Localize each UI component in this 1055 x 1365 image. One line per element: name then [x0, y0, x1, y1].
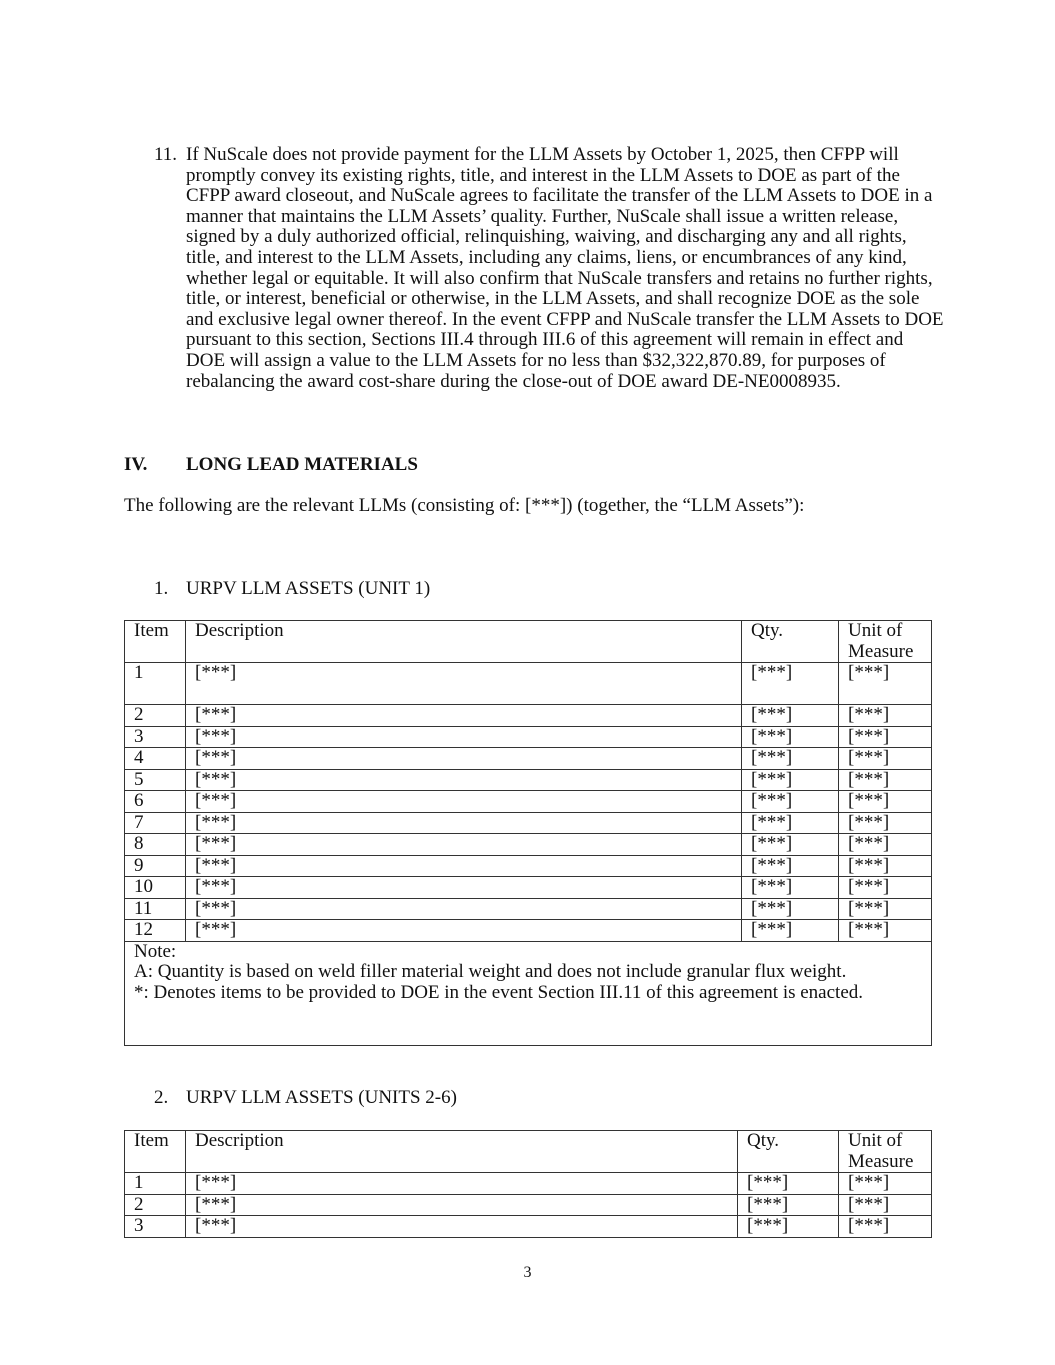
paragraph-text: If NuScale does not provide payment for the LLM Assets by October 1, 2025, then CFPP will promptly convey its existing rights, title, and interest in the LLM Assets to DOE as part of the CFPP award closeout, and NuScale agrees to facilitate the transfer of the LLM Assets to DOE in a manner that maintains the LLM Assets’ quality. Further, NuScale shall issue a written release, signed by a duly authorized official, relinquishing, waiving, and discharging any and all rights, title, and interest to the LLM Assets, including any claims, liens, or encumbrances of any kind, whether legal or equitable. It will also confirm that NuScale transfers and retains no further rights, title, or interest, beneficial or otherwise, in the LLM Assets, and shall recognize DOE as the sole and exclusive legal owner thereof. In the event CFPP and NuScale transfer the LLM Assets to DOE pursuant to this section, Sections III.4 through III.6 of this agreement will remain in effect and DOE will assign a value to the LLM Assets for no less than $32,322,870.89, for purposes of rebalancing the award cost-share during the close-out of DOE award DE-NE0008935. — [186, 144, 944, 392]
cell-uom: [***] — [839, 1216, 932, 1238]
cell-uom: [***] — [839, 769, 932, 791]
cell-qty: [***] — [742, 705, 839, 727]
cell-item: 3 — [125, 1216, 186, 1238]
header-item: Item — [125, 1131, 186, 1173]
cell-item: 6 — [125, 791, 186, 813]
cell-description: [***] — [186, 1194, 738, 1216]
cell-uom: [***] — [839, 834, 932, 856]
note-line-a: A: Quantity is based on weld filler material weight and does not include granular flux weight. — [134, 961, 847, 982]
cell-description: [***] — [186, 1173, 738, 1195]
cell-qty: [***] — [742, 877, 839, 899]
cell-item: 11 — [125, 898, 186, 920]
cell-qty: [***] — [738, 1173, 839, 1195]
cell-description: [***] — [186, 920, 742, 942]
cell-uom: [***] — [839, 1173, 932, 1195]
table-row — [125, 791, 932, 813]
cell-description: [***] — [186, 898, 742, 920]
cell-item: 7 — [125, 812, 186, 834]
table-row — [125, 769, 932, 791]
table1-title: URPV LLM ASSETS (UNIT 1) — [186, 578, 431, 599]
cell-uom: [***] — [839, 920, 932, 942]
table-row — [125, 663, 932, 705]
header-qty: Qty. — [738, 1131, 839, 1173]
cell-qty: [***] — [742, 812, 839, 834]
header-qty: Qty. — [742, 621, 839, 663]
table1-number: 1. — [154, 578, 169, 599]
cell-item: 1 — [125, 663, 186, 705]
table-row — [125, 1194, 932, 1216]
note-line-star: *: Denotes items to be provided to DOE in the event Section III.11 of this agreement is enacted. — [134, 981, 864, 1003]
section-intro: The following are the relevant LLMs (consisting of: [***]) (together, the “LLM Assets”): — [124, 495, 805, 516]
header-description: Description — [186, 621, 742, 663]
table1-heading — [154, 578, 430, 600]
cell-item: 3 — [125, 726, 186, 748]
cell-description: [***] — [186, 812, 742, 834]
table-row — [125, 748, 932, 770]
cell-uom: [***] — [839, 812, 932, 834]
header-item: Item — [125, 621, 186, 663]
table-row — [125, 920, 932, 942]
cell-qty: [***] — [742, 920, 839, 942]
table-row — [125, 898, 932, 920]
table2-number: 2. — [154, 1087, 169, 1108]
table-row — [125, 834, 932, 856]
header-uom: Unit of Measure — [839, 1131, 932, 1173]
table-row — [125, 855, 932, 877]
cell-description: [***] — [186, 663, 742, 705]
section-heading — [124, 454, 418, 476]
cell-item: 1 — [125, 1173, 186, 1195]
cell-description: [***] — [186, 726, 742, 748]
cell-qty: [***] — [742, 769, 839, 791]
cell-item: 12 — [125, 920, 186, 942]
cell-qty: [***] — [742, 726, 839, 748]
note-label: Note: — [134, 940, 177, 962]
table2-heading — [154, 1087, 457, 1109]
table2 — [124, 1130, 932, 1238]
page-number: 3 — [523, 1264, 532, 1281]
cell-qty: [***] — [738, 1216, 839, 1238]
table-row — [125, 1216, 932, 1238]
table-note — [125, 941, 932, 1045]
cell-qty: [***] — [742, 663, 839, 705]
cell-qty: [***] — [742, 898, 839, 920]
paragraph-11 — [154, 145, 944, 392]
cell-qty: [***] — [742, 791, 839, 813]
cell-item: 9 — [125, 855, 186, 877]
header-uom: Unit of Measure — [839, 621, 932, 663]
cell-description: [***] — [186, 705, 742, 727]
cell-description: [***] — [186, 791, 742, 813]
cell-uom: [***] — [839, 791, 932, 813]
section-title: LONG LEAD MATERIALS — [186, 454, 418, 475]
table1 — [124, 620, 932, 1046]
cell-description: [***] — [186, 1216, 738, 1238]
cell-uom: [***] — [839, 898, 932, 920]
table-header-row — [125, 1131, 932, 1173]
table-row — [125, 812, 932, 834]
cell-item: 4 — [125, 748, 186, 770]
table-row — [125, 1173, 932, 1195]
cell-uom: [***] — [839, 748, 932, 770]
table2-title: URPV LLM ASSETS (UNITS 2-6) — [186, 1087, 457, 1108]
cell-qty: [***] — [738, 1194, 839, 1216]
cell-qty: [***] — [742, 748, 839, 770]
cell-qty: [***] — [742, 834, 839, 856]
table-note-row — [125, 941, 932, 1045]
table-header-row — [125, 621, 932, 663]
table-row — [125, 877, 932, 899]
cell-uom: [***] — [839, 1194, 932, 1216]
cell-uom: [***] — [839, 705, 932, 727]
cell-item: 2 — [125, 705, 186, 727]
table-row — [125, 726, 932, 748]
cell-description: [***] — [186, 769, 742, 791]
cell-description: [***] — [186, 855, 742, 877]
header-description: Description — [186, 1131, 738, 1173]
cell-description: [***] — [186, 748, 742, 770]
cell-uom: [***] — [839, 855, 932, 877]
cell-uom: [***] — [839, 663, 932, 705]
cell-item: 10 — [125, 877, 186, 899]
cell-qty: [***] — [742, 855, 839, 877]
cell-item: 8 — [125, 834, 186, 856]
section-number: IV. — [124, 454, 148, 475]
cell-uom: [***] — [839, 726, 932, 748]
cell-description: [***] — [186, 877, 742, 899]
cell-item: 2 — [125, 1194, 186, 1216]
cell-uom: [***] — [839, 877, 932, 899]
paragraph-number: 11. — [154, 144, 178, 165]
table-row — [125, 705, 932, 727]
cell-description: [***] — [186, 834, 742, 856]
cell-item: 5 — [125, 769, 186, 791]
